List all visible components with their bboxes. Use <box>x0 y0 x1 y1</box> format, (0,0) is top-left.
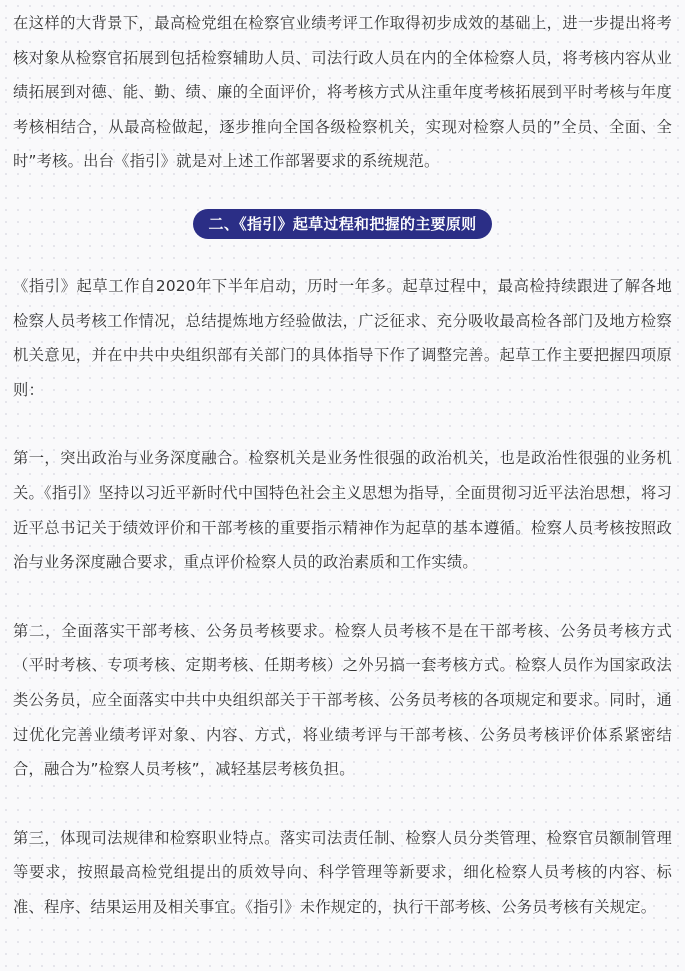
paragraph-principle-two: 第二，全面落实干部考核、公务员考核要求。检察人员考核不是在干部考核、公务员考核方式（平时考核、专项考核、定期考核、任期考核）之外另搞一套考核方式。检察人员作为国家政法类公务员，应全面落实中共中央组织部关于干部考核、公务员考核的各项规定和要求。同时，通过优化完善业绩考评对象、内容、方式，将业绩考评与干部考核、公务员考核评价体系紧密结合，融合为”检察人员考核”，减轻基层考核负担。 <box>13 621 672 779</box>
paragraph-principle-three: 第三，体现司法规律和检察职业特点。落实司法责任制、检察人员分类管理、检察官员额制管理等要求，按照最高检党组提出的质效导向、科学管理等新要求，细化检察人员考核的内容、标准、程序、结果运用及相关事宜。《指引》未作规定的，执行干部考核、公务员考核有关规定。 <box>13 828 672 916</box>
paragraph-drafting-process: 《指引》起草工作自2020年下半年启动，历时一年多。起草过程中，最高检持续跟进了解各地检察人员考核工作情况，总结提炼地方经验做法，广泛征求、充分吸收最高检各部门及地方检察机关意见，并在中共中央组织部有关部门的具体指导下作了调整完善。起草工作主要把握四项原则： <box>13 276 672 399</box>
section-heading-container <box>13 209 672 239</box>
paragraph-background: 在这样的大背景下，最高检党组在检察官业绩考评工作取得初步成效的基础上，进一步提出将考核对象从检察官拓展到包括检察辅助人员、司法行政人员在内的全体检察人员，将考核内容从业绩拓展到对德、能、勤、绩、廉的全面评价，将考核方式从注重年度考核拓展到平时考核与年度考核相结合，从最高检做起，逐步推向全国各级检察机关，实现对检察人员的”全员、全面、全时”考核。出台《指引》就是对上述工作部署要求的系统规范。 <box>13 14 672 171</box>
paragraph-principle-one: 第一，突出政治与业务深度融合。检察机关是业务性很强的政治机关，也是政治性很强的业务机关。《指引》坚持以习近平新时代中国特色社会主义思想为指导，全面贯彻习近平法治思想，将习近平总书记关于绩效评价和干部考核的重要指示精神作为起草的基本遵循。检察人员考核按照政治与业务深度融合要求，重点评价检察人员的政治素质和工作实绩。 <box>13 449 672 572</box>
section-heading: 二、《指引》起草过程和把握的主要原则 <box>193 209 493 239</box>
